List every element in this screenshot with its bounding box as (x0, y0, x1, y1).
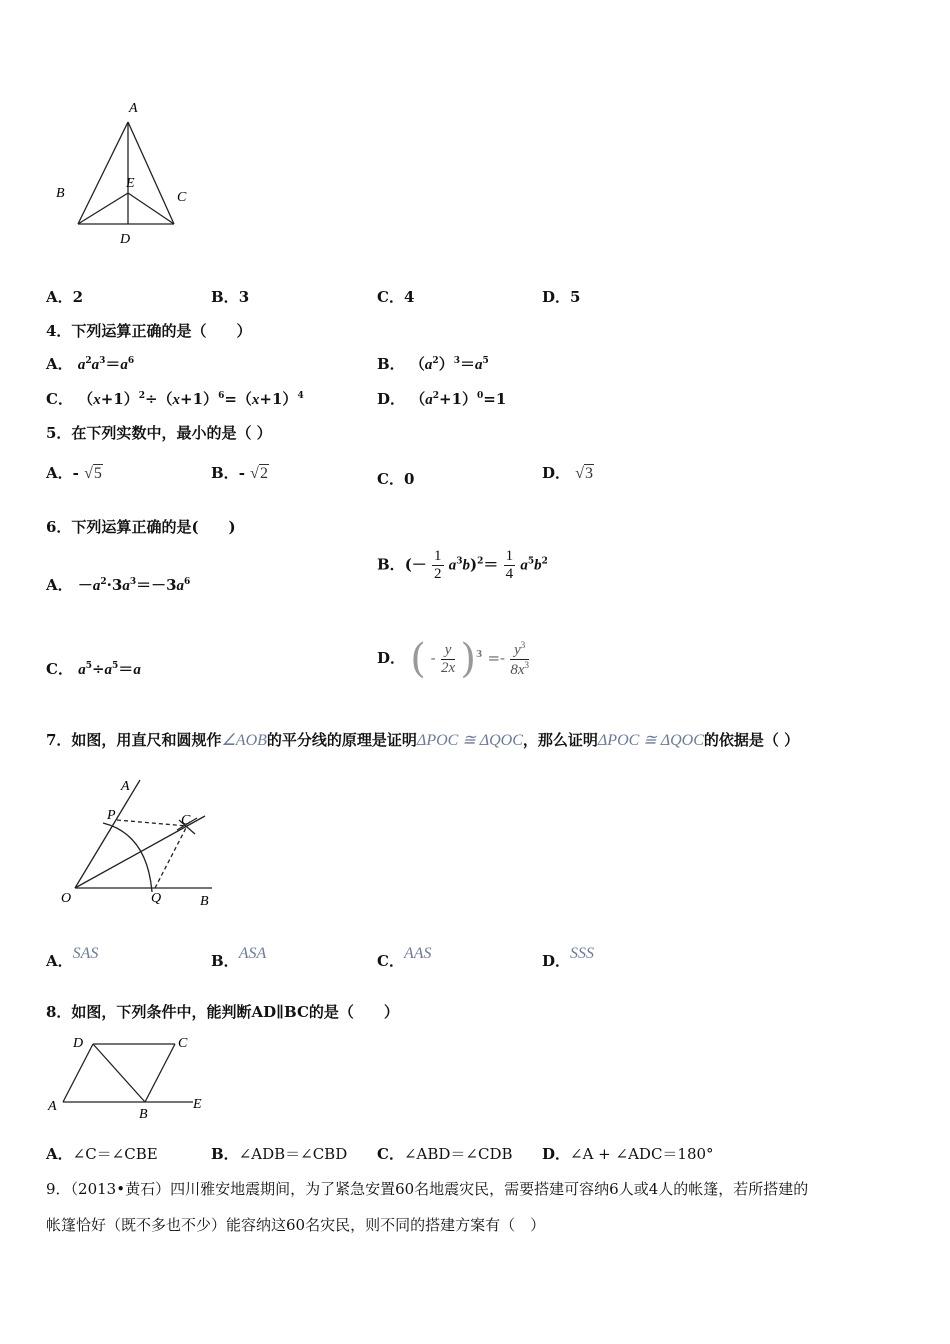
q3-option-d[interactable]: D．5 (542, 288, 581, 306)
label-B: B (200, 894, 209, 909)
label-E: E (126, 176, 135, 191)
q6-option-b[interactable]: B．(－ $\frac{1}{2}$ $a^3b)^2=$ $\frac{1}{4}$ $a^5b^2$ (377, 548, 548, 582)
q6-stem: 6．下列运算正确的是( ) (46, 518, 236, 536)
q4-option-c[interactable]: C． $(x+1)^2\div(x+1)^6=(x+1)^4$ (46, 390, 304, 408)
label-C: C (181, 813, 191, 828)
q4-option-b[interactable]: B． $(a^2)^3=a^5$ (377, 355, 489, 373)
fraction-quarter: $\frac{1}{4}$ (505, 548, 514, 582)
label-A: A (129, 101, 138, 116)
label-A: A (48, 1099, 57, 1114)
label-C: C (178, 1036, 188, 1051)
label-O: O (61, 891, 72, 906)
q4-option-a[interactable]: A． $a^2a^3=a^6$ (46, 355, 135, 373)
label-D: D (73, 1036, 84, 1051)
q5-option-c[interactable]: C．0 (377, 470, 415, 488)
q9-stem-line2: 帐篷恰好（既不多也不少）能容纳这60名灾民，则不同的搭建方案有（ ） (46, 1216, 546, 1234)
q7-option-b[interactable]: B．ASA (211, 945, 267, 970)
triangle-figure (40, 95, 220, 255)
q3-option-a[interactable]: A．2 (46, 288, 84, 306)
q5-stem: 5．在下列实数中，最小的是（ ） (46, 424, 272, 442)
q8-option-a[interactable]: A．∠C＝∠CBE (46, 1145, 158, 1163)
q6-option-d[interactable]: D． ( - $\frac{y}{2x}$ )$^3$ =- $\frac{y^3}{8x^3}$ (377, 636, 529, 682)
label-P: P (107, 808, 116, 823)
q7-option-d[interactable]: D．SSS (542, 945, 595, 970)
q8-option-d[interactable]: D．∠A + ∠ADC＝180° (542, 1145, 714, 1163)
q4-option-d[interactable]: D． $(a^2+1)^0=1$ (377, 390, 507, 408)
q9-stem-line1: 9．（2013•黄石）四川雅安地震期间，为了紧急安置60名地震灾民，需要搭建可容纳6人或4人的帐篷，若所搭建的 (46, 1180, 809, 1198)
label-Q: Q (151, 891, 162, 906)
label-E: E (193, 1097, 202, 1112)
angle-bisector-figure (55, 772, 225, 912)
fraction-y3-8x3: $\frac{y^3}{8x^3}$ (510, 639, 529, 678)
parallelogram-figure (45, 1030, 220, 1125)
q8-option-b[interactable]: B．∠ADB＝∠CBD (211, 1145, 348, 1163)
q5-option-a[interactable]: A．- √5 (46, 464, 102, 482)
fraction-half: $\frac{1}{2}$ (434, 548, 442, 582)
label-D: D (120, 232, 131, 247)
label-C: C (177, 190, 187, 205)
q8-stem: 8．如图，下列条件中，能判断AD∥BC的是（ ） (46, 1003, 399, 1021)
fraction-y-2x: $\frac{y}{2x}$ (440, 641, 456, 676)
q7-stem: 7．如图，用直尺和圆规作∠AOB的平分线的原理是证明ΔPOC ≅ ΔQOC，那么证明ΔPOC ≅ ΔQOC的依据是（ ） (46, 731, 800, 749)
q6-option-a[interactable]: A． $-a^2\cdot 3a^3=-3a^6$ (46, 576, 191, 594)
q8-option-c[interactable]: C．∠ABD＝∠CDB (377, 1145, 513, 1163)
q5-option-b[interactable]: B．- √2 (211, 464, 268, 482)
q3-option-c[interactable]: C．4 (377, 288, 415, 306)
q3-option-b[interactable]: B．3 (211, 288, 250, 306)
label-B: B (56, 186, 65, 201)
label-A: A (121, 779, 130, 794)
q6-option-c[interactable]: C． $a^5\div a^5=a$ (46, 660, 141, 678)
q7-option-c[interactable]: C．AAS (377, 945, 432, 970)
q5-option-d[interactable]: D． √3 (542, 464, 594, 482)
q4-stem: 4．下列运算正确的是（ ） (46, 322, 252, 340)
label-B: B (139, 1107, 148, 1122)
q7-option-a[interactable]: A．SAS (46, 945, 99, 970)
